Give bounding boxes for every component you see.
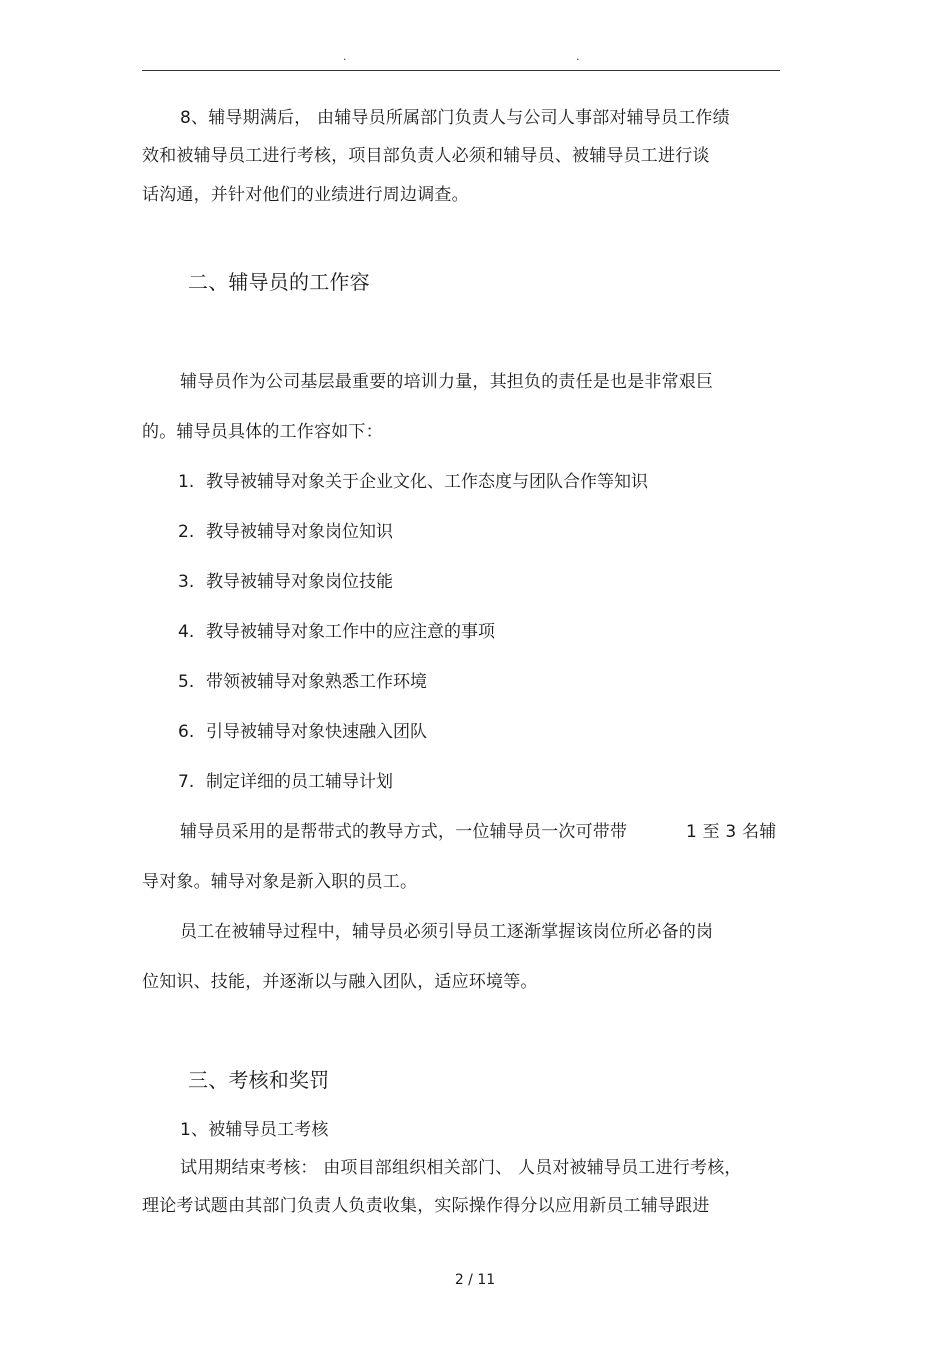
- paragraph-line: 8、辅导期满后， 由辅导员所属部门负责人与公司人事部对辅导员工作绩: [180, 108, 730, 128]
- paragraph-line: 导对象。辅导对象是新入职的员工。: [142, 872, 418, 892]
- list-item: [178, 520, 393, 544]
- page-number: 2 / 11: [454, 1272, 496, 1288]
- paragraph-line: 话沟通，并针对他们的业绩进行周边调查。: [142, 185, 469, 205]
- list-number: 6.: [178, 722, 195, 742]
- list-number: 2.: [178, 522, 195, 542]
- paragraph-line: 辅导员作为公司基层最重要的培训力量，其担负的责任是也是非常艰巨: [180, 372, 714, 392]
- paragraph-line: 的。辅导员具体的工作容如下：: [142, 422, 383, 442]
- list-item: [178, 770, 393, 794]
- paragraph-line: 位知识、技能，并逐渐以与融入团队，适应环境等。: [142, 972, 538, 992]
- header-rule: [142, 70, 780, 71]
- header-dot-right: .: [576, 50, 580, 63]
- list-item: [178, 620, 495, 644]
- paragraph-line-tail: 1 至 3 名辅: [686, 822, 777, 842]
- section-heading: 二、辅导员的工作容: [188, 270, 370, 294]
- list-number: 1.: [178, 472, 195, 492]
- list-text: 引导被辅导对象快速融入团队: [206, 722, 427, 742]
- list-text: 教导被辅导对象岗位技能: [206, 572, 393, 592]
- list-item: [178, 470, 648, 494]
- sub-heading: 1、被辅导员工考核: [180, 1120, 329, 1140]
- section-heading: 三、考核和奖罚: [188, 1068, 330, 1092]
- paragraph-line: 效和被辅导员工进行考核，项目部负责人必须和辅导员、被辅导员工进行谈: [142, 146, 710, 166]
- list-number: 3.: [178, 572, 195, 592]
- list-text: 教导被辅导对象关于企业文化、工作态度与团队合作等知识: [206, 472, 648, 492]
- list-item: [178, 670, 427, 694]
- list-number: 7.: [178, 772, 195, 792]
- list-text: 带领被辅导对象熟悉工作环境: [206, 672, 427, 692]
- list-item: [178, 720, 427, 744]
- list-text: 教导被辅导对象岗位知识: [206, 522, 393, 542]
- paragraph-line: 理论考试题由其部门负责人负责收集，实际操作得分以应用新员工辅导跟进: [142, 1196, 710, 1216]
- list-number: 5.: [178, 672, 195, 692]
- list-text: 教导被辅导对象工作中的应注意的事项: [206, 622, 495, 642]
- header-dot-left: .: [343, 50, 347, 63]
- paragraph-line: 辅导员采用的是帮带式的教导方式，一位辅导员一次可带带: [180, 822, 628, 842]
- paragraph-line: 试用期结束考核： 由项目部组织相关部门、 人员对被辅导员工进行考核，: [180, 1158, 742, 1178]
- list-text: 制定详细的员工辅导计划: [206, 772, 393, 792]
- list-item: [178, 570, 393, 594]
- list-number: 4.: [178, 622, 195, 642]
- paragraph-line: 员工在被辅导过程中，辅导员必须引导员工逐渐掌握该岗位所必备的岗: [180, 922, 714, 942]
